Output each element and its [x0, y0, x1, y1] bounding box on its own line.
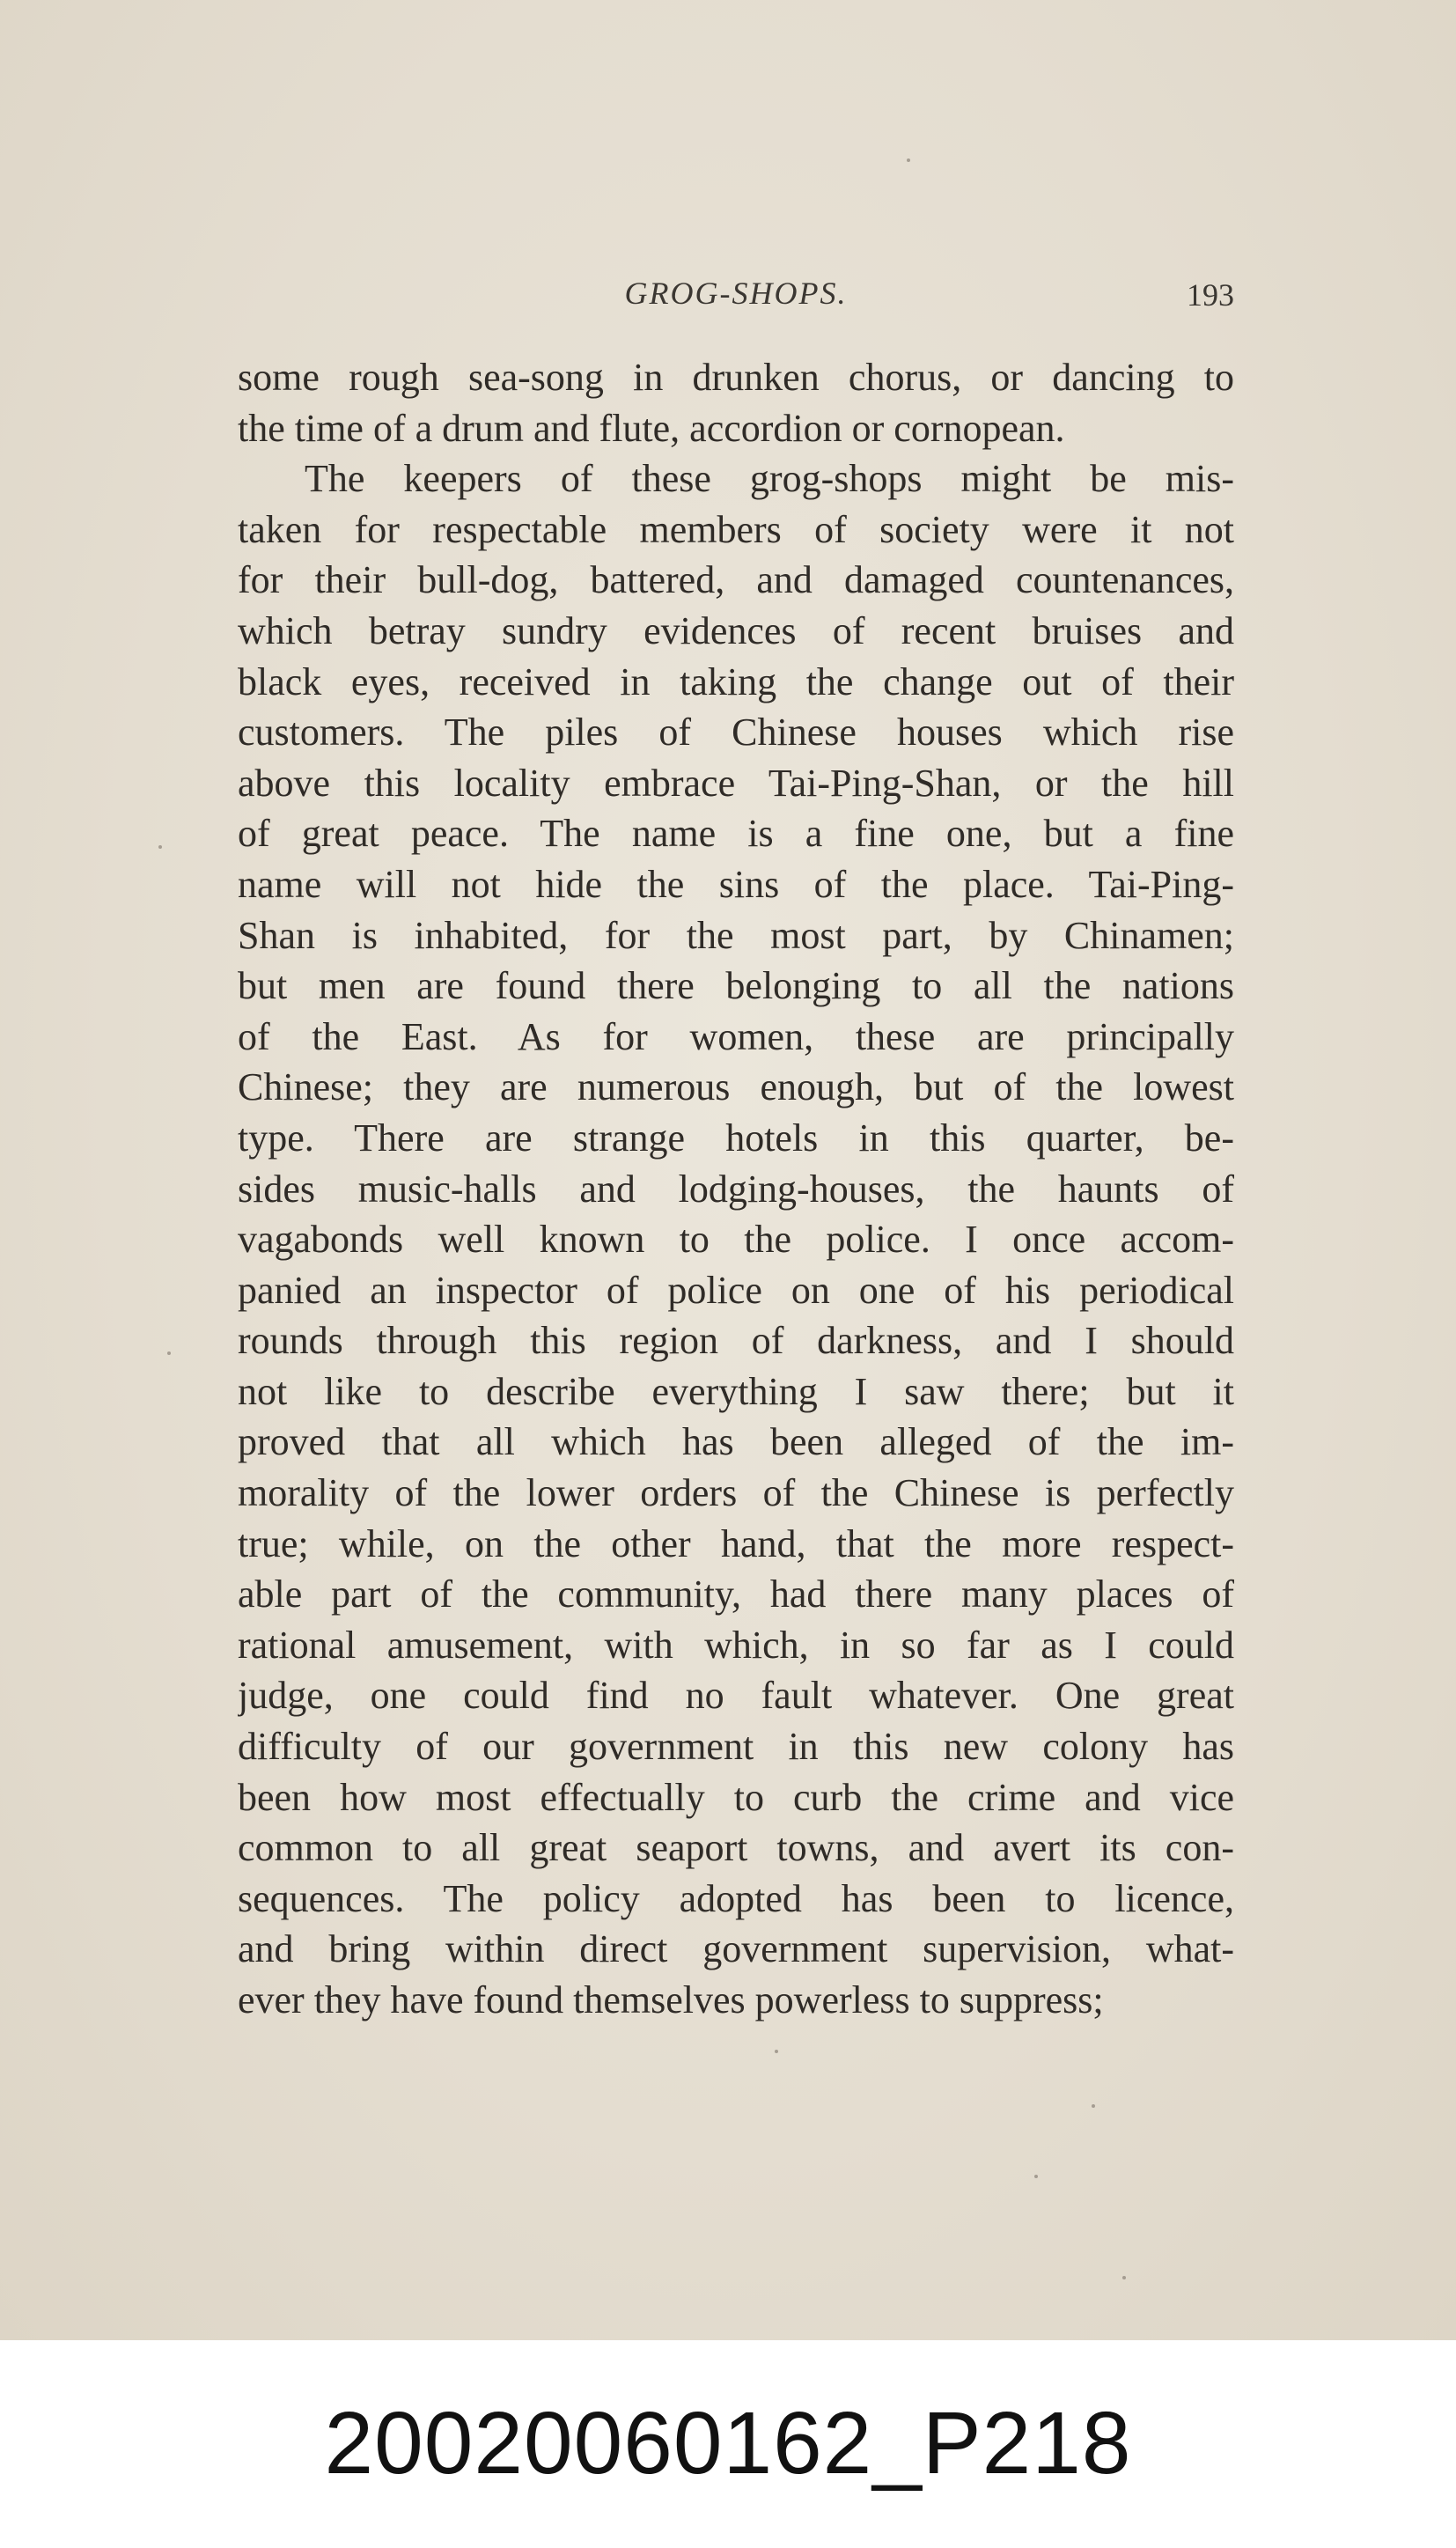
text-line: name will not hide the sins of the place. Tai-Ping- — [238, 862, 1234, 906]
text-line: difficulty of our government in this new colony has — [238, 1725, 1234, 1769]
text-line: the time of a drum and flute, accordion or cornopean. — [238, 406, 1065, 450]
text-line: The keepers of these grog-shops might be mis- — [305, 457, 1234, 501]
text-line: ever they have found themselves powerless to suppress; — [238, 1978, 1104, 2021]
text-line: vagabonds well known to the police. I once accom- — [238, 1218, 1234, 1262]
text-line: of great peace. The name is a fine one, but a fine — [238, 812, 1234, 856]
text-line: customers. The piles of Chinese houses which rise — [238, 711, 1234, 755]
text-line: Shan is inhabited, for the most part, by Chinamen; — [238, 913, 1234, 957]
text-line: but men are found there belonging to all the nations — [238, 964, 1234, 1008]
text-line: common to all great seaport towns, and avert its con- — [238, 1826, 1234, 1870]
paper-speck — [1034, 2175, 1038, 2178]
text-line: able part of the community, had there many places of — [238, 1572, 1234, 1616]
text-line: Chinese; they are numerous enough, but of the lowest — [238, 1065, 1234, 1109]
page-number: 193 — [1187, 277, 1234, 313]
text-line: for their bull-dog, battered, and damaged countenances, — [238, 558, 1234, 602]
paper-speck — [158, 845, 162, 849]
text-line: sequences. The policy adopted has been to licence, — [238, 1876, 1234, 1920]
text-line: rounds through this region of darkness, and I should — [238, 1319, 1234, 1363]
paper-speck — [907, 158, 910, 162]
image-id: 20020060162_P218 — [324, 2394, 1132, 2493]
text-line: and bring within direct government supervision, what- — [238, 1927, 1234, 1971]
running-head — [238, 275, 1234, 319]
paper-speck — [167, 1351, 171, 1355]
text-line: some rough sea-song in drunken chorus, or dancing to — [238, 356, 1234, 399]
text-line: panied an inspector of police on one of his periodical — [238, 1268, 1234, 1312]
footer-band — [0, 2340, 1456, 2548]
text-line: taken for respectable members of society were it not — [238, 507, 1234, 551]
text-line: rational amusement, with which, in so far as I could — [238, 1623, 1234, 1667]
text-line: not like to describe everything I saw there; but it — [238, 1369, 1234, 1413]
text-line: type. There are strange hotels in this quarter, be- — [238, 1116, 1234, 1160]
text-line: been how most effectually to curb the crime and vice — [238, 1775, 1234, 1819]
text-line: judge, one could find no fault whatever. One great — [238, 1674, 1234, 1718]
text-line: proved that all which has been alleged of the im- — [238, 1420, 1234, 1464]
body-text — [238, 352, 1234, 2026]
text-line: black eyes, received in taking the change out of their — [238, 659, 1234, 703]
text-line: morality of the lower orders of the Chinese is perfectly — [238, 1471, 1234, 1515]
text-line: which betray sundry evidences of recent bruises and — [238, 608, 1234, 652]
paper-speck — [1122, 2276, 1126, 2279]
text-line: sides music-halls and lodging-houses, the haunts of — [238, 1167, 1234, 1211]
text-line: of the East. As for women, these are principally — [238, 1014, 1234, 1058]
text-line: above this locality embrace Tai-Ping-Shan, or the hill — [238, 761, 1234, 805]
paper-speck — [775, 2050, 778, 2053]
paper-speck — [1092, 2104, 1095, 2108]
text-line: true; while, on the other hand, that the more respect- — [238, 1521, 1234, 1565]
running-title: GROG-SHOPS. — [624, 276, 848, 311]
